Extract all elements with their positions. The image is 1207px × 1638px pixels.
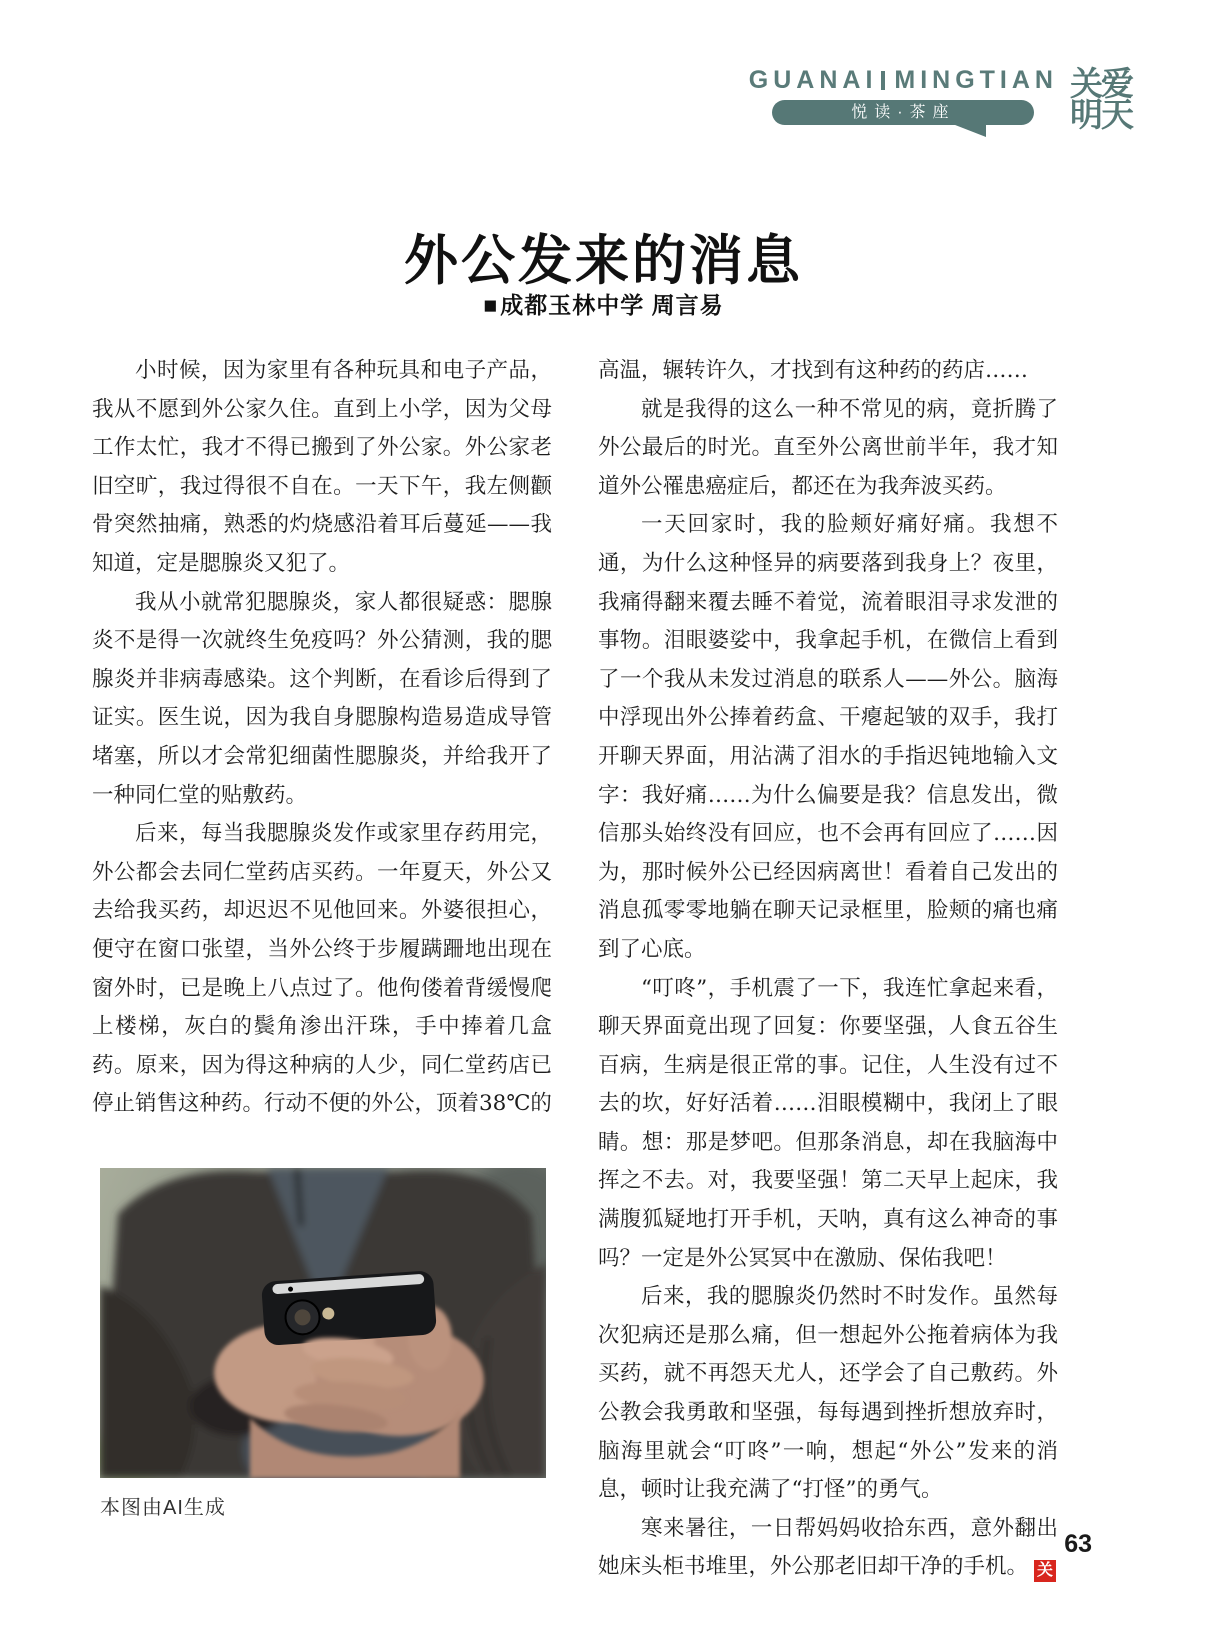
paragraph-text: 寒来暑往，一日帮妈妈收拾东西，意外翻出她床头柜书堆里，外公那老旧却干净的手机。: [598, 1515, 1058, 1580]
article-figure: [100, 1168, 546, 1520]
article-title: 外公发来的消息: [404, 228, 803, 292]
brand-logo-line2: 明天: [1070, 96, 1132, 133]
brand-logo-line1: 关爱: [1070, 65, 1132, 102]
paragraph: 小时候，因为家里有各种玩具和电子产品，我从不愿到外公家久住。直到上小学，因为父母工作太忙，我才不得已搬到了外公家。外公家老旧空旷，我过得很不自在。一天下午，我左侧颧骨突然抽痛，熟悉的灼烧感沿着耳后蔓延——我知道，定是腮腺炎又犯了。: [92, 358, 552, 576]
paragraph: 后来，每当我腮腺炎发作或家里存药用完，外公都会去同仁堂药店买药。一年夏天，外公又去给我买药，却迟迟不见他回来。外婆很担心，便守在窗口张望，当外公终于步履蹒跚地出现在窗外时，已是晚上八点过了。他佝偻着背缓慢爬上楼梯，灰白的鬓角渗出汗珠，手中捧着几盒药。原来，因为得这种病的人少，同仁堂药店已停止销售这种药。行动不便的外公，顶着38℃的: [92, 821, 552, 1117]
section-tab: [772, 100, 1034, 125]
paragraph: 高温，辗转许久，才找到有这种药的药店……: [598, 358, 1029, 383]
paragraph: “叮咚”，手机震了一下，我连忙拿起来看，聊天界面竟出现了回复：你要坚强，人食五谷生百病，生病是很正常的事。记住，人生没有过不去的坎，好好活着……泪眼模糊中，我闭上了眼睛。想：那是梦吧。但那条消息，却在我脑海中挥之不去。对，我要坚强！第二天早上起床，我满腹狐疑地打开手机，天呐，真有这么神奇的事吗？一定是外公冥冥中在激励、保佑我吧！: [598, 975, 1058, 1271]
paragraph: [598, 1510, 1058, 1587]
speech-bubble-tail-icon: [950, 123, 986, 137]
paragraph: 我从小就常犯腮腺炎，家人都很疑惑：腮腺炎不是得一次就终生免疫吗？外公猜测，我的腮腺炎并非病毒感染。这个判断，在看诊后得到了证实。医生说，因为我自身腮腺构造易造成导管堵塞，所以才会常犯细菌性腮腺炎，并给我开了一种同仁堂的贴敷药。: [92, 589, 552, 808]
brand-divider: [881, 71, 885, 90]
grandfather-hands-photo: [100, 1168, 546, 1478]
brand-logo-cn: [1070, 65, 1132, 133]
right-column: [598, 352, 1058, 1587]
byline-text: 成都玉林中学 周言易: [500, 292, 724, 318]
section-tab-label: 悦读·茶座: [851, 104, 956, 121]
brand-block: [749, 68, 1058, 125]
figure-caption: 本图由AI生成: [100, 1497, 226, 1519]
article-end-mark: 关: [1034, 1560, 1056, 1582]
brand-en-left: GUANAI: [748, 66, 878, 94]
paragraph: 就是我得的这么一种不常见的病，竟折腾了外公最后的时光。直至外公离世前半年，我才知道外公罹患癌症后，都还在为我奔波买药。: [598, 396, 1058, 499]
page-header: [748, 65, 1132, 133]
brand-name-en: [749, 68, 1058, 93]
page-number: 63: [1064, 1530, 1092, 1558]
byline-marker: ■: [483, 292, 499, 318]
brand-en-right: MINGTIAN: [894, 66, 1058, 94]
paragraph: 一天回家时，我的脸颊好痛好痛。我想不通，为什么这种怪异的病要落到我身上？夜里，我痛得翻来覆去睡不着觉，流着眼泪寻求发泄的事物。泪眼婆娑中，我拿起手机，在微信上看到了一个我从未发过消息的联系人——外公。脑海中浮现出外公捧着药盒、干瘪起皱的双手，我打开聊天界面，用沾满了泪水的手指迟钝地输入文字：我好痛……为什么偏要是我？信息发出，微信那头始终没有回应，也不会再有回应了……因为，那时候外公已经因病离世！看着自己发出的消息孤零零地躺在聊天记录框里，脸颊的痛也痛到了心底。: [598, 512, 1058, 962]
paragraph: 后来，我的腮腺炎仍然时不时发作。虽然每次犯病还是那么痛，但一想起外公拖着病体为我买药，就不再怨天尤人，还学会了自己敷药。外公教会我勇敢和坚强，每每遇到挫折想放弃时，脑海里就会“叮咚”一响，想起“外公”发来的消息，顿时让我充满了“打怪”的勇气。: [598, 1284, 1058, 1503]
article-byline: [0, 287, 1207, 320]
